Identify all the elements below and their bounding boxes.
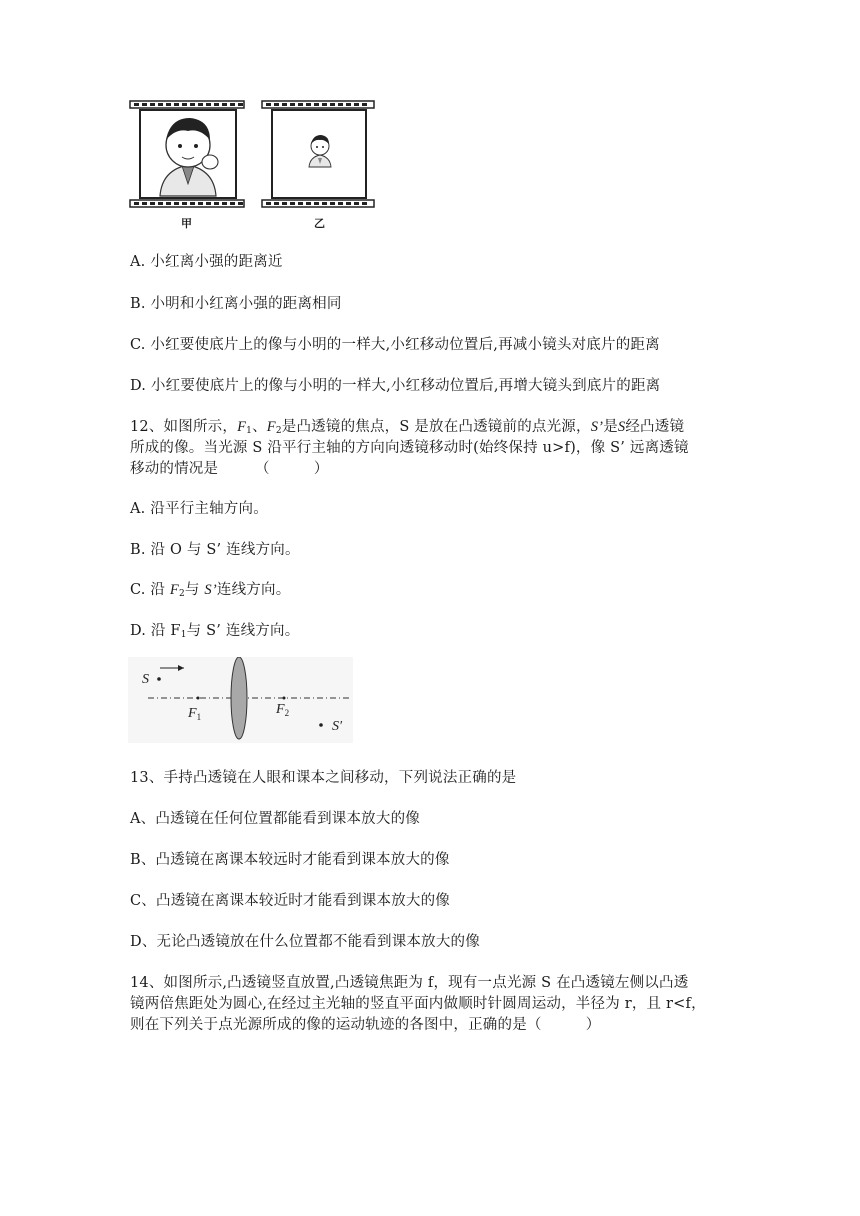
q11-option-d: D. 小红要使底片上的像与小明的一样大,小红移动位置后,再增大镜头到底片的距离 <box>130 378 661 394</box>
q12-text: 经凸透镜 <box>625 419 685 435</box>
diagram-label-s: S <box>142 672 149 687</box>
q14-stem-line3: 则在下列关于点光源所成的像的运动轨迹的各图中，正确的是（ ） <box>130 1017 601 1033</box>
q13-option-b: B、凸透镜在离课本较远时才能看到课本放大的像 <box>130 852 450 868</box>
q13-option-d: D、无论凸透镜放在什么位置都不能看到课本放大的像 <box>130 934 480 950</box>
film-frame-right <box>262 101 374 207</box>
q12-text: D. 沿 F <box>130 623 181 639</box>
q12-option-b: B. 沿 O 与 S’ 连线方向。 <box>130 542 300 558</box>
q11-option-c: C. 小红要使底片上的像与小明的一样大,小红移动位置后,再减小镜头对底片的距离 <box>130 337 660 353</box>
q12-text: 是凸透镜的焦点，S 是放在凸透镜前的点光源， <box>281 419 591 435</box>
q12-stem-line2: 所成的像。当光源 S 沿平行主轴的方向向透镜移动时(始终保持 u>f)，像 S’ 远离透镜 <box>130 440 689 456</box>
image-s-prime: S’ <box>204 582 217 598</box>
q14-stem-line2: 镜两倍焦距处为圆心,在经过主光轴的竖直平面内做顺时针圆周运动，半径为 r，且 r<f， <box>130 996 706 1012</box>
q12-text: 12、如图所示， <box>130 419 238 435</box>
focus-f2-sub: 2 <box>275 426 282 436</box>
q12-text: 、 <box>252 419 267 435</box>
q13-option-c: C、凸透镜在离课本较近时才能看到课本放大的像 <box>130 893 450 909</box>
f1-subscript: 1 <box>196 712 202 722</box>
f1-letter: F <box>188 706 197 721</box>
q14-stem-line1: 14、如图所示,凸透镜竖直放置,凸透镜焦距为 f，现有一点光源 S 在凸透镜左侧以凸透 <box>130 975 689 991</box>
focus-f1-point <box>197 697 200 700</box>
lens-diagram <box>128 657 353 743</box>
focus-f2-point <box>283 697 286 700</box>
source-s: S <box>617 419 626 435</box>
focus-f2-label: F <box>266 419 276 435</box>
source-point <box>157 677 161 681</box>
focus-f1-sub: 1 <box>180 630 187 640</box>
q12-text: C. 沿 <box>130 582 170 598</box>
film-frames-figure <box>0 0 860 240</box>
q12-text: 是 <box>603 419 618 435</box>
focus-f1-sub: 1 <box>246 426 253 436</box>
diagram-label-s-image: S′ <box>332 719 343 734</box>
q12-text: 连线方向。 <box>216 582 291 598</box>
q11-option-b: B. 小明和小红离小强的距离相同 <box>130 296 342 312</box>
q12-text: 与 S’ 连线方向。 <box>186 623 300 639</box>
focus-f2-label: F <box>169 582 179 598</box>
caption-right: 乙 <box>314 217 325 230</box>
q11-option-a: A. 小红离小强的距离近 <box>130 254 283 270</box>
caption-left: 甲 <box>181 217 192 230</box>
f2-letter: F <box>276 702 285 717</box>
q13-option-a: A、凸透镜在任何位置都能看到课本放大的像 <box>130 811 420 827</box>
image-s-prime: S’ <box>590 419 604 435</box>
focus-f1-label: F <box>237 419 247 435</box>
q12-stem-line1 <box>130 415 684 436</box>
q13-stem: 13、手持凸透镜在人眼和课本之间移动，下列说法正确的是 <box>130 770 517 786</box>
q12-option-c <box>130 578 290 599</box>
f2-subscript: 2 <box>284 708 290 718</box>
focus-f2-sub: 2 <box>178 589 185 599</box>
image-point <box>319 723 323 727</box>
q12-option-a: A. 沿平行主轴方向。 <box>130 501 268 517</box>
q12-text: 与 <box>184 582 205 598</box>
q12-stem-line3: 移动的情况是 （ ） <box>130 461 329 477</box>
film-frame-left <box>130 101 244 207</box>
q12-option-d <box>130 619 299 640</box>
convex-lens <box>231 657 247 739</box>
